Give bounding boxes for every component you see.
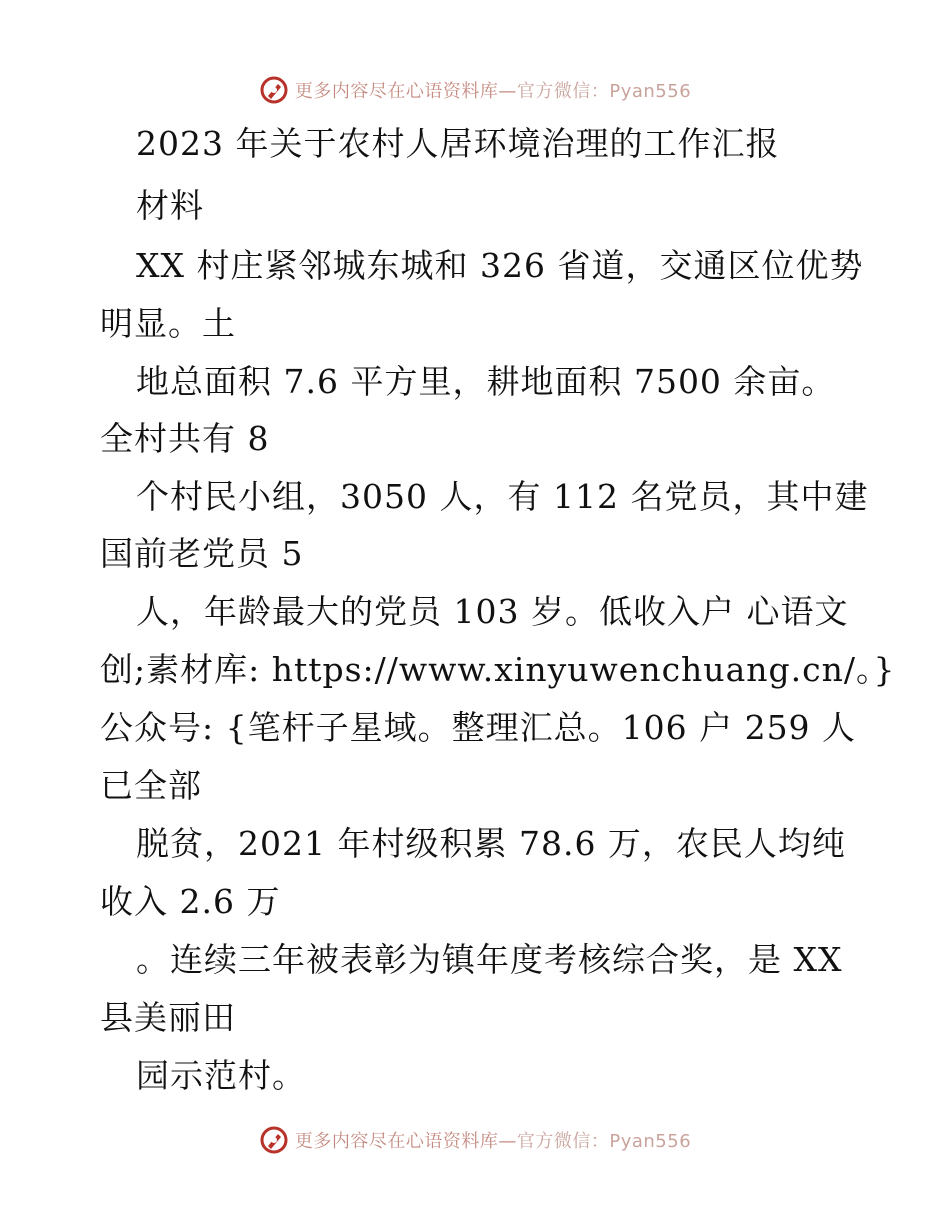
doc-line: 已全部 — [100, 766, 202, 805]
pen-logo-icon — [259, 75, 289, 105]
doc-line: 个村民小组，3050 人，有 112 名党员，其中建 — [136, 477, 869, 516]
doc-line: 。连续三年被表彰为镇年度考核综合奖，是 XX — [136, 940, 843, 979]
doc-line: 县美丽田 — [100, 998, 236, 1037]
doc-line: 收入 2.6 万 — [100, 882, 281, 921]
doc-line: 地总面积 7.6 平方里，耕地面积 7500 余亩。 — [136, 362, 836, 401]
header-banner-main: 更多内容尽在心语资料库 — [294, 81, 499, 102]
header-banner-dash: — — [498, 81, 517, 102]
doc-line: 国前老党员 5 — [100, 534, 304, 573]
footer-banner-main: 更多内容尽在心语资料库 — [294, 1131, 499, 1152]
footer-banner-dash: — — [498, 1131, 517, 1152]
doc-line: 公众号: {笔杆子星域。整理汇总。106 户 259 人 — [100, 708, 857, 747]
doc-line: 园示范村。 — [136, 1056, 306, 1095]
doc-line: XX 村庄紧邻城东城和 326 省道，交通区位优势 — [136, 246, 864, 285]
doc-line-title-2: 材料 — [136, 186, 204, 225]
pen-logo-icon — [259, 1125, 289, 1155]
doc-line: 创;素材库: https://www.xinyuwenchuang.cn/。} — [100, 650, 896, 689]
doc-line-title-1: 2023 年关于农村人居环境治理的工作汇报 — [136, 124, 780, 163]
footer-watermark — [0, 1123, 950, 1157]
footer-banner-text — [295, 1127, 691, 1153]
footer-banner-contact: 官方微信：Pyan556 — [516, 1131, 692, 1152]
header-watermark — [0, 73, 950, 107]
header-banner-text — [295, 77, 691, 103]
header-banner-contact: 官方微信：Pyan556 — [516, 81, 692, 102]
doc-line: 人，年龄最大的党员 103 岁。低收入户 心语文 — [136, 592, 849, 631]
doc-line: 全村共有 8 — [100, 419, 270, 458]
doc-line: 明显。土 — [100, 304, 236, 343]
doc-line: 脱贫，2021 年村级积累 78.6 万，农民人均纯 — [136, 824, 846, 863]
